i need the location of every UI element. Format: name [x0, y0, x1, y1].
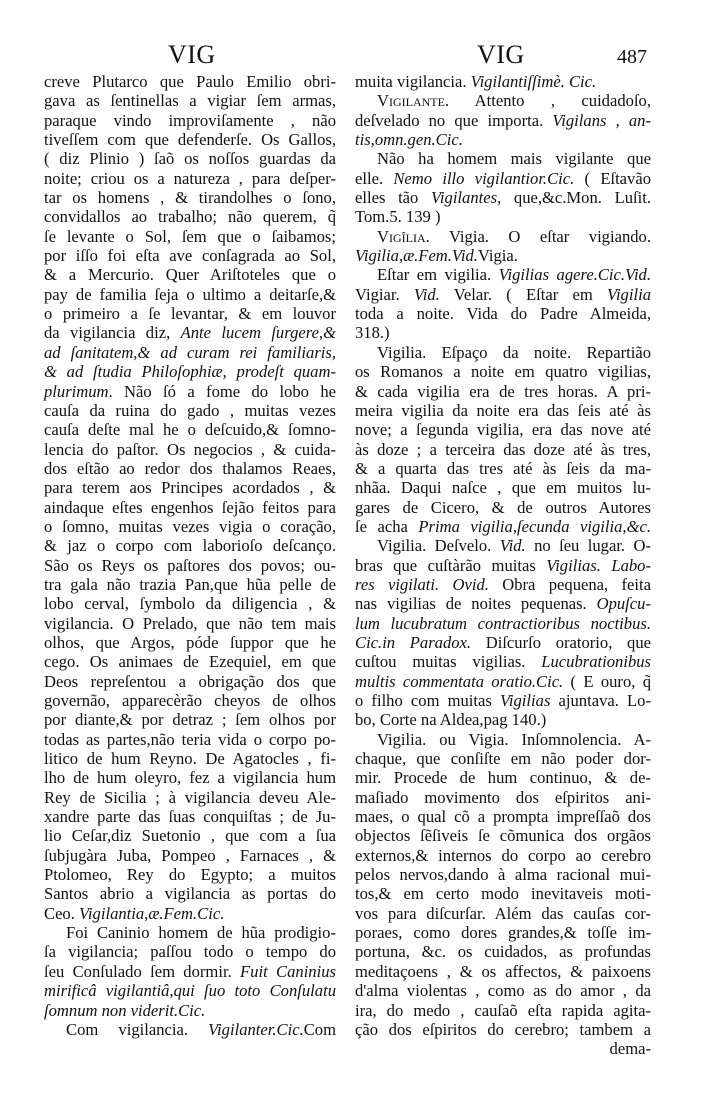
text-line [44, 478, 336, 497]
text-run: chaque, que conſiſte em não poder dor- [355, 749, 651, 769]
text-line [355, 904, 651, 923]
text-line [44, 614, 336, 633]
latin-citation: ad ſanitatem,& ad curam rei familiaris, [44, 342, 336, 362]
text-line [44, 962, 336, 981]
text-line [44, 149, 336, 168]
text-line [355, 362, 651, 381]
text-line [355, 652, 651, 671]
text-run: às doze ; a terceira das doze até às tres, [355, 439, 651, 459]
text-run: & jaz o corpo com laborioſo deſcanço. [44, 536, 336, 556]
headword: Vigîlia [377, 226, 426, 246]
text-line [44, 575, 336, 594]
text-run: deſvelado no que importa. [355, 110, 553, 130]
text-line [44, 382, 336, 401]
text-line [44, 691, 336, 710]
text-line [355, 633, 651, 652]
text-line [44, 401, 336, 420]
text-line [355, 498, 651, 517]
text-line [355, 285, 651, 304]
text-line [355, 111, 651, 130]
text-line [44, 72, 336, 91]
text-line [355, 942, 651, 961]
text-line [44, 130, 336, 149]
text-line [355, 768, 651, 787]
text-line [355, 440, 651, 459]
text-run: o ſomno, muitas vezes vigia o coração, [44, 516, 336, 536]
text-run: por diante,& por detraz ; ſem olhos por [44, 710, 336, 730]
text-line [44, 536, 336, 555]
text-line [355, 1020, 651, 1039]
text-line [355, 884, 651, 903]
text-run: Tom.5. 139 ) [355, 207, 441, 227]
text-run: externos,& internos do corpo ao cerebro [355, 845, 651, 865]
text-line [355, 343, 651, 362]
text-line [44, 730, 336, 749]
text-line [44, 420, 336, 439]
latin-citation: Vigilanter.Cic. [208, 1019, 304, 1039]
text-line [44, 227, 336, 246]
text-run: objectos ſẽſiveis ſe cõmunica dos orgãos [355, 826, 651, 846]
text-line [44, 981, 336, 1000]
right-running-head: VIG [477, 40, 525, 69]
text-run: lencia do paſtor. Os negocios , & cuida- [44, 439, 336, 459]
text-run: portuna, &c. os cuidados, as profundas [355, 942, 651, 962]
text-line [355, 923, 651, 942]
text-run: Ptolomeo, Rey do Egypto; a muitos [44, 865, 336, 885]
text-line [355, 556, 651, 575]
text-line [44, 459, 336, 478]
page-number: 487 [617, 46, 647, 68]
text-line [44, 749, 336, 768]
text-run: ſe levante o Sol, ſem que o ſaibamos; [44, 226, 336, 246]
text-line [355, 246, 651, 265]
latin-citation: Vigilias agere.Cic.Vid. [498, 265, 652, 285]
latin-citation: Nemo illo vigilantior.Cic. [393, 168, 575, 188]
text-line [355, 1001, 651, 1020]
text-run: no ſeu lugar. O- [525, 536, 651, 556]
text-run: meira vigilia da noite era das ſeis até às [355, 400, 651, 420]
text-run: maes, o qual cõ a prompta impreſſaõ dos [355, 807, 651, 827]
text-run: ſe acha [355, 516, 419, 536]
text-run: convidallos ao trabalho; não querem, q̃ [44, 207, 336, 227]
latin-citation: Vigilias [500, 691, 551, 710]
latin-citation: Ante lucem ſurgere,& [180, 323, 336, 343]
text-run: Velar. ( Eſtar em [439, 284, 608, 304]
text-run: Santos abrio a vigilancia as portas do [44, 884, 336, 904]
text-line [44, 498, 336, 517]
text-line [44, 246, 336, 265]
text-line [44, 652, 336, 671]
text-line [355, 130, 651, 149]
text-run: Obra pequena, feita [488, 574, 651, 594]
text-run: creve Plutarco que Paulo Emilio obri- [44, 72, 336, 91]
text-run: . Attento , cuidadoſo, [444, 91, 651, 111]
text-run: Vigilia. ou Vigia. Inſomnolencia. A- [377, 729, 651, 749]
text-run: São os Reys os paſtores dos povos; ou- [44, 555, 336, 575]
text-line [355, 382, 651, 401]
text-run: & a Mercurio. Quer Ariſtoteles que o [44, 265, 336, 285]
text-run: & a quarta das tres até às ſeis da ma- [355, 458, 651, 478]
text-run: , que,&c.Mon. Luſit. [497, 188, 651, 208]
text-run: Eſtar em vigilia. [377, 265, 499, 285]
text-run: governão, apparecèrão cheyos de olhos [44, 691, 336, 710]
text-line [355, 1039, 651, 1058]
text-run: gares de Cicero, & de outros Autores [355, 497, 651, 517]
latin-citation: res vigilati. Ovid. [355, 574, 489, 594]
text-line [44, 710, 336, 729]
latin-citation: Vid. [499, 536, 526, 556]
text-run: nove; a ſegunda vigilia, era das nove até [355, 420, 651, 440]
text-line [355, 788, 651, 807]
text-run: ira, do medo , cauſaõ eſta rapida agita- [355, 1000, 651, 1020]
text-line [355, 227, 651, 246]
text-line [44, 265, 336, 284]
latin-citation: Vigilantiſſimè. Cic. [470, 72, 597, 91]
text-run: ſa vigilancia; paſſou todo o tempo do [44, 942, 336, 962]
text-line [44, 285, 336, 304]
text-run: & cada vigilia era de tres horas. A pri- [355, 381, 651, 401]
text-run: cuſtou muitas vigilias. [355, 652, 542, 672]
text-line [355, 614, 651, 633]
text-line [355, 672, 651, 691]
text-line [355, 207, 651, 226]
text-line [44, 942, 336, 961]
text-run: tra gala não trazia Pan,que hũa pelle de [44, 574, 336, 594]
latin-citation: Prima vigilia,ſecunda vigilia,&c. [418, 516, 651, 536]
text-run: litico de hum Reyno. De Agatocles , fi- [44, 749, 336, 769]
text-run: Rey de Sicilia ; à vigilancia deveu Ale- [44, 787, 336, 807]
text-run: ſeu Conſulado ſem dormir. [44, 961, 241, 981]
text-line [355, 323, 651, 342]
latin-citation: Vigilia [607, 284, 651, 304]
text-line [44, 884, 336, 903]
text-line [44, 517, 336, 536]
text-run: cauſa da ruina do gado , muitas vezes [44, 400, 336, 420]
text-line [44, 304, 336, 323]
text-run: elle. [355, 168, 394, 188]
text-run: Foi Caninio homem de hũa prodigio- [66, 923, 336, 943]
text-run: para terem aos Principes acordados , & [44, 478, 336, 498]
text-line [44, 323, 336, 342]
text-run: xandre parte das ſuas conquiſtas ; de Ju- [44, 807, 336, 827]
text-line [355, 730, 651, 749]
text-run: por iſſo foi eſta ave conſagrada ao Sol, [44, 246, 336, 266]
latin-citation: Lucubrationibus [541, 652, 651, 672]
text-run: tiveſſem com que defenderſe. Os Gallos, [44, 130, 336, 150]
text-line [355, 865, 651, 884]
text-line [355, 188, 651, 207]
headword: Vigilante [377, 91, 445, 111]
text-run: tos,& em certo modo inevitaveis moti- [355, 884, 651, 904]
text-line [44, 169, 336, 188]
text-line [44, 904, 336, 923]
text-line [44, 672, 336, 691]
text-line [44, 362, 336, 381]
text-line [355, 401, 651, 420]
text-line [355, 459, 651, 478]
text-run: Vigiar. [355, 284, 414, 304]
text-run: dos eſtão ao redor dos thalamos Reaes, [44, 458, 336, 478]
text-run: cego. Os animaes de Ezequiel, em que [44, 652, 336, 672]
text-run: cauſa deſte mal he o deſcuido,& ſomno- [44, 420, 336, 440]
text-line [355, 807, 651, 826]
text-run: nhãa. Daqui naſce , que em muitos lu- [355, 478, 651, 498]
text-run: lio Ceſar,diz Suetonio , que com a ſua [44, 826, 336, 846]
latin-citation: tis,omn.gen.Cic. [355, 130, 463, 150]
text-run: ajuntava. Lo- [550, 691, 651, 710]
text-run: vigilancia. O Prelado, que não tem mais [44, 613, 336, 633]
text-run: ( Eſtavão [574, 168, 651, 188]
text-run: . Vigia. O eſtar vigiando. [425, 226, 651, 246]
text-run: lho de hum oleyro, fez a vigilancia hum [44, 768, 336, 788]
text-line [355, 962, 651, 981]
left-running-head: VIG [168, 40, 216, 69]
text-line [44, 1001, 336, 1020]
text-line [355, 478, 651, 497]
text-run: Com [303, 1019, 336, 1039]
text-run: Vigia. [477, 246, 518, 266]
text-run: o filho com muitas [355, 691, 500, 710]
text-run: d'alma violentas , como as do amor , da [355, 981, 651, 1001]
text-run: 318.) [355, 323, 390, 343]
text-line [355, 72, 651, 91]
text-run: ſubjugàra Juba, Pompeo , Farnaces , & [44, 845, 336, 865]
text-run: paraque vindo improviſamente , não [44, 110, 336, 130]
text-line [355, 749, 651, 768]
text-line [355, 304, 651, 323]
text-run: Não ha homem mais vigilante que [377, 149, 651, 169]
text-run: pelos nervos,dando à alma racional mui- [355, 865, 651, 885]
text-run: Diſcurſo oratorio, que [471, 632, 651, 652]
text-run: bo, Corte na Aldea,pag 140.) [355, 710, 547, 730]
text-run: Com vigilancia. [66, 1019, 209, 1039]
text-line [44, 111, 336, 130]
text-line [355, 91, 651, 110]
text-line [44, 768, 336, 787]
latin-citation: multis commentata oratio.Cic. [355, 671, 564, 691]
latin-citation: mirificâ vigilantiâ,qui ſuo toto Conſulatu [44, 981, 336, 1001]
text-run: pay de familia ſeja o ultimo a deitarſe,& [44, 284, 336, 304]
text-run: dema- [609, 1039, 651, 1059]
text-line [44, 633, 336, 652]
text-line [355, 536, 651, 555]
text-line [355, 265, 651, 284]
text-run: olhos, que Argos, póde ſuppor que he [44, 632, 336, 652]
text-line [44, 788, 336, 807]
text-line [44, 91, 336, 110]
text-line [44, 865, 336, 884]
latin-citation: Opuſcu- [596, 594, 651, 614]
text-line [44, 556, 336, 575]
latin-citation: Vigilans , an- [552, 110, 651, 130]
text-line [44, 343, 336, 362]
text-line [355, 691, 651, 710]
text-line [44, 188, 336, 207]
text-run: Ceo. [44, 903, 80, 923]
text-run: o primeiro a ſe levantar, & em louvor [44, 304, 336, 324]
latin-citation: lum lucubratum contractioribus noctibus. [355, 613, 651, 633]
text-run: lobo cerval, ſymbolo da diligencia , & [44, 594, 336, 614]
text-line [44, 207, 336, 226]
text-line [44, 594, 336, 613]
text-run: Deos repreſentou a obrigação dos que [44, 671, 336, 691]
text-run: Vigilia. Eſpaço da noite. Repartião [377, 342, 651, 362]
text-line [355, 826, 651, 845]
text-run: mir. Procede de hum continuo, & de- [355, 768, 651, 788]
text-run: nas vigilias de noites pequenas. [355, 594, 597, 614]
text-run: gava as ſentinellas a vigiar ſem armas, [44, 91, 336, 111]
text-run: aindaque eſtes engenhos ſejão feitos para [44, 497, 336, 517]
text-run: poraes, como dores grandes,& toſſe im- [355, 923, 651, 943]
text-line [44, 807, 336, 826]
text-run: muita vigilancia. [355, 72, 471, 91]
text-run: toda a noite. Vida do Padre Almeida, [355, 304, 651, 324]
text-line [355, 169, 651, 188]
latin-citation: Cic.in Paradox. [355, 632, 472, 652]
text-line [44, 923, 336, 942]
latin-citation: Fuit Caninius [240, 961, 336, 981]
text-run: os Romanos a noite em quatro vigilias, [355, 362, 651, 382]
right-text-column [355, 72, 651, 1059]
text-line [44, 846, 336, 865]
text-line [355, 420, 651, 439]
text-line [44, 440, 336, 459]
text-line [355, 594, 651, 613]
text-line [355, 710, 651, 729]
latin-citation: Vigilantia,æ.Fem.Cic. [79, 903, 225, 923]
text-run: . Não ſó a fome do lobo he [108, 381, 336, 401]
text-run: noite; criou os a natureza , para deſper- [44, 168, 336, 188]
text-run: da vigilancia diz, [44, 323, 181, 343]
left-text-column [44, 72, 336, 1039]
text-run: meditaçoens , & os affectos, & paixoens [355, 961, 651, 981]
latin-citation: Vid. [413, 284, 440, 304]
text-run: elles tão [355, 188, 432, 208]
text-run: Vigilia. Deſvelo. [377, 536, 500, 556]
latin-citation: plurimum [44, 381, 109, 401]
text-run: bras que cuſtàrão muitas [355, 555, 547, 575]
text-line [44, 1020, 336, 1039]
latin-citation: & ad ſtudia Philoſophiæ, prodeſt quam- [44, 362, 336, 382]
text-line [355, 517, 651, 536]
text-line [355, 149, 651, 168]
latin-citation: ſomnum non viderit.Cic. [44, 1000, 206, 1020]
text-run: ção dos eſpiritos do cerebro; tambem a [355, 1019, 651, 1039]
text-run: todas as partes,não teria vida o corpo po- [44, 729, 336, 749]
text-line [355, 846, 651, 865]
latin-citation: Vigilia,æ.Fem.Vid. [355, 246, 478, 266]
text-run: vos para diſcurſar. Além das cauſas cor- [355, 903, 651, 923]
text-run: ( diz Plinio ) ſaõ os noſſos guardas da [44, 149, 336, 169]
text-run: maſiado movimento dos eſpiritos ani- [355, 787, 651, 807]
latin-citation: Vigilantes [431, 188, 498, 208]
text-line [44, 826, 336, 845]
text-line [355, 575, 651, 594]
latin-citation: Vigilias. Labo- [546, 555, 651, 575]
text-run: ( E ouro, q̃ [563, 671, 651, 691]
text-run: tar os homens , & tirandolhes o ſono, [44, 188, 336, 208]
text-line [355, 981, 651, 1000]
